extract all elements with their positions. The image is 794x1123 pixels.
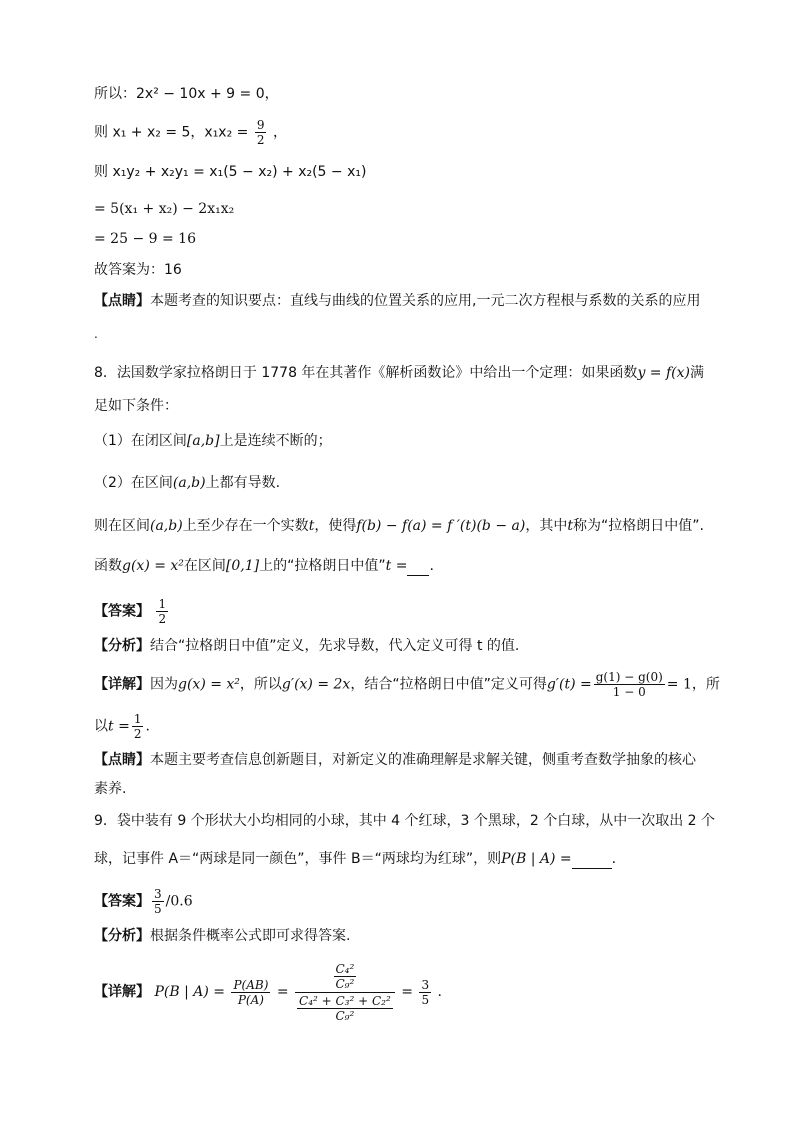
analysis-8-line	[94, 636, 519, 656]
comment-tag: 【点睛】	[94, 752, 150, 768]
math-expression: t	[567, 518, 573, 534]
detail-9-line	[94, 958, 442, 1026]
denominator: P(A)	[237, 992, 264, 1007]
analysis-text: 结合“拉格朗日中值”定义，先求导数，代入定义可得 t 的值.	[150, 638, 520, 654]
math-expression: (a,b)	[172, 475, 206, 491]
solution-line-5	[94, 229, 196, 249]
fraction	[231, 978, 270, 1007]
condition-text: 上是连续不断的；	[219, 433, 332, 449]
compound-denominator	[295, 993, 395, 1023]
solution-line-2	[94, 118, 287, 147]
question-text: 满	[689, 365, 704, 381]
equals: =	[276, 984, 289, 1000]
question-text: ，使得	[314, 518, 357, 534]
detail-text: 以	[94, 718, 108, 735]
question-text: 球，记事件 A＝“两球是同一颜色”，事件 B＝“两球均为红球”，则	[94, 851, 502, 867]
answer-line	[94, 260, 182, 280]
math-expression: g′(t) =	[546, 676, 592, 693]
numerator: C₄²	[335, 961, 355, 976]
punct: .	[611, 851, 617, 867]
question-text: 则在区间	[94, 518, 150, 534]
compound-fraction	[295, 962, 395, 1023]
math-expression: P(B | A) =	[154, 984, 225, 1000]
math-expression: g(x) = x²	[178, 676, 240, 693]
answer-9-line	[94, 887, 193, 916]
math-expression: [0,1]	[225, 558, 260, 574]
numerator: 1	[133, 712, 142, 726]
detail-tag: 【详解】	[94, 676, 150, 693]
math-expression: = 1	[666, 676, 692, 693]
numerator: 9	[256, 118, 265, 132]
comment-line-end	[94, 324, 98, 344]
answer-blank	[407, 561, 429, 576]
condition-text: 上都有导数.	[205, 475, 281, 491]
answer-8-line	[94, 597, 170, 626]
question-text: 足如下条件：	[94, 398, 178, 414]
numerator: 3	[421, 977, 430, 992]
numerator: 3	[154, 887, 162, 901]
math-expression: P(B | A) =	[501, 851, 572, 867]
comment-tag: 【点睛】	[94, 293, 150, 309]
question-8-line-1	[94, 363, 704, 383]
math-expression: [a,b]	[186, 433, 220, 449]
math-expression: f(b) − f(a) = f ′(t)(b − a)	[356, 518, 526, 534]
equals: =	[401, 984, 413, 1000]
math-expression: y = f(x)	[637, 365, 690, 381]
punct: .	[145, 718, 150, 735]
denominator: C₉²	[335, 976, 355, 991]
fraction	[152, 887, 164, 916]
punct: .	[429, 558, 434, 574]
fraction	[255, 118, 267, 147]
punct: ，	[272, 124, 287, 141]
math-expression: t =	[108, 718, 130, 735]
question-8-condition-2	[94, 473, 280, 493]
condition-text: （1）在闭区间	[94, 433, 187, 449]
detail-8-line-2	[94, 712, 150, 741]
question-text: 称为“拉格朗日中值”.	[572, 518, 704, 534]
math-expression: t =	[385, 558, 408, 574]
math-expression: g′(x) = 2x	[281, 676, 351, 693]
question-9-line-1	[94, 811, 715, 831]
punct: .	[437, 984, 442, 1000]
compound-numerator	[295, 962, 395, 993]
comment-text: 素养.	[94, 781, 127, 797]
detail-text: 因为	[150, 676, 178, 693]
numerator: 1	[158, 597, 167, 611]
inner-fraction	[334, 962, 357, 991]
solution-line-1	[94, 84, 279, 104]
question-text: ，其中	[525, 518, 568, 534]
solution-line-3	[94, 162, 366, 182]
question-8-line-6	[94, 556, 434, 576]
denominator: C₉²	[335, 1008, 355, 1023]
numerator: C₄² + C₃² + C₂²	[299, 993, 391, 1008]
comment-text: 本题主要考查信息创新题目，对新定义的准确理解是求解关键，侧重考查数学抽象的核心	[150, 752, 696, 768]
question-text: 在区间	[183, 558, 226, 574]
vieta-text: 则 x₁ + x₂ = 5，x₁x₂ =	[94, 124, 249, 141]
solution-line-4	[94, 199, 234, 219]
inner-fraction	[297, 994, 393, 1023]
fraction	[419, 978, 431, 1007]
expression-text: = 25 − 9 = 16	[94, 231, 196, 247]
answer-blank	[572, 854, 612, 869]
equation-text: 所以：2x² − 10x + 9 = 0，	[94, 86, 279, 102]
comment-line	[94, 291, 700, 311]
numerator: g(1) − g(0)	[595, 670, 663, 684]
fraction	[156, 597, 168, 626]
question-text: 9．袋中装有 9 个形状大小均相同的小球，其中 4 个红球，3 个黑球，2 个白球，从中一次取出 2 个	[94, 813, 716, 829]
analysis-text: 根据条件概率公式即可求得答案.	[150, 928, 351, 944]
detail-text: ，结合“拉格朗日中值”定义可得	[350, 676, 547, 693]
answer-tag: 【答案】	[94, 893, 150, 910]
denominator: 2	[256, 133, 265, 147]
detail-tag: 【详解】	[94, 984, 150, 1000]
period-text: .	[94, 327, 98, 341]
comment-text: 本题考查的知识要点：直线与曲线的位置关系的应用,一元二次方程根与系数的关系的应用	[150, 293, 701, 309]
condition-text: （2）在区间	[94, 475, 173, 491]
question-8-condition-1	[94, 431, 332, 451]
answer-tag: 【答案】	[94, 603, 150, 620]
question-text: 上的“拉格朗日中值”	[259, 558, 386, 574]
expression-text: = 5(x₁ + x₂) − 2x₁x₂	[94, 201, 235, 217]
answer-text: 故答案为：16	[94, 262, 182, 278]
fraction	[132, 712, 144, 741]
denominator: 2	[158, 612, 167, 626]
question-text: 函数	[94, 558, 122, 574]
detail-8-line-1	[94, 670, 720, 699]
expression-text: 则 x₁y₂ + x₂y₁ = x₁(5 − x₂) + x₂(5 − x₁)	[94, 164, 367, 180]
question-text: 8．法国数学家拉格朗日于 1778 年在其著作《解析函数论》中给出一个定理：如果函数	[94, 365, 638, 381]
alt-answer: /0.6	[165, 893, 193, 910]
question-8-line-2	[94, 396, 178, 416]
analysis-tag: 【分析】	[94, 638, 150, 654]
question-8-line-5	[94, 516, 704, 536]
comment-8-line-2	[94, 779, 126, 799]
detail-text: ，所	[691, 676, 720, 693]
fraction	[594, 670, 665, 699]
math-expression: (a,b)	[150, 518, 183, 534]
question-text: 上至少存在一个实数	[182, 518, 309, 534]
denominator: 5	[421, 992, 430, 1007]
math-expression: g(x) = x²	[122, 558, 184, 574]
detail-text: ，所以	[239, 676, 282, 693]
denominator: 1 − 0	[612, 685, 646, 699]
denominator: 5	[154, 902, 162, 916]
analysis-9-line	[94, 926, 350, 946]
question-9-line-2	[94, 849, 616, 869]
math-expression: t	[308, 518, 315, 534]
numerator: P(AB)	[233, 977, 269, 992]
denominator: 2	[133, 727, 142, 741]
comment-8-line-1	[94, 750, 696, 770]
analysis-tag: 【分析】	[94, 928, 150, 944]
